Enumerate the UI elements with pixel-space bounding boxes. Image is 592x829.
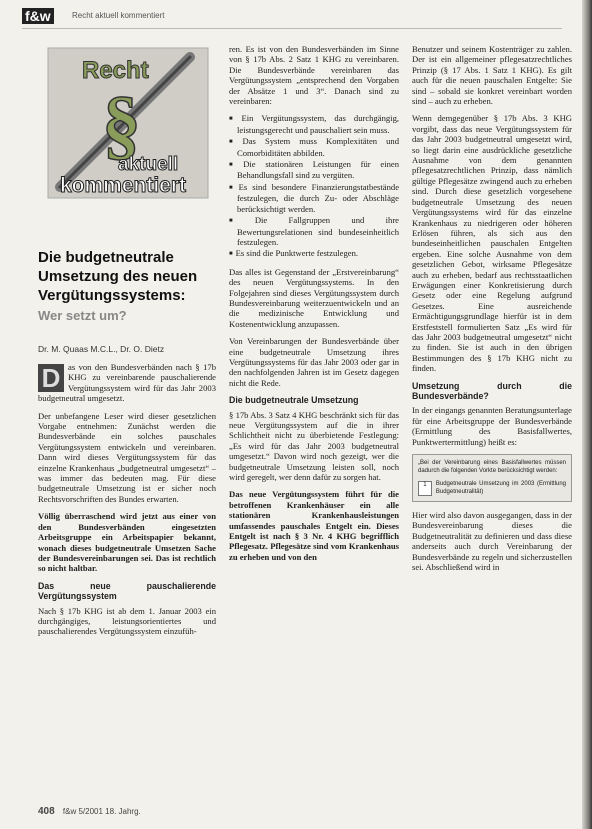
- highlight-paragraph: Das neue Vergütungssystem führt für die betroffenen Krankenhäuser ein alle stationären Krankenhausleistungen umfassendes pauschales Entgelt ein. Dieses Entgelt ist nach § 3 Nr. 4 KHG begrifflich Pflegesatz. Pflegesätze sind vom Krankenhaus zu erheben und von den: [229, 489, 399, 562]
- emblem-line-3: kommentiert: [60, 174, 187, 197]
- page-header: [22, 8, 562, 29]
- column-2: [229, 44, 399, 569]
- quote-box-row-text: Budgetneutrale Umsetzung im 2003 (Ermittlung Budgetneutralität): [435, 481, 566, 495]
- paragraph: Nach § 17b KHG ist ab dem 1. Januar 2003 ein durchgängiges, leistungsorientiertes und pauschalierendes Vergütungssystem einzufüh-: [38, 605, 216, 637]
- paragraph: Benutzer und seinem Kostenträger zu zahlen. Der ist ein allgemeiner pflegesatzrechtliches Prinzip (§ 17 Abs. 1 Satz 1 KHG). Es gilt auch für die neuen pauschalen Entgelte: Sie sind – sobald sie konkret vereinbart worden sind – auch zu erheben.: [412, 44, 572, 107]
- section-name: Recht aktuell kommentiert: [72, 11, 165, 20]
- article-subtitle: Wer setzt um?: [38, 308, 127, 323]
- column-1: [38, 362, 216, 644]
- quote-box: [412, 454, 572, 502]
- quote-box-row-number: 1: [418, 481, 432, 496]
- section-heading: Die budgetneutrale Umsetzung: [229, 395, 359, 406]
- emblem-line-1: Recht: [82, 57, 149, 84]
- page-binding-edge: [582, 0, 592, 829]
- article-title-block: [38, 248, 224, 323]
- issue-info: f&w 5/2001 18. Jahrg.: [62, 807, 141, 816]
- paragraph: In der eingangs genannten Beratungsunterlage für eine Arbeitsgruppe der Bundesverbände (Ermittlung des Basisfallwertes, Punktwertermittlung) heißt es:: [412, 405, 572, 447]
- paragraph: Der unbefangene Leser wird dieser gesetzlichen Vorgabe entnehmen: Zunächst werden die Bundesverbände ein solches pauschales Vergütungssystem entwickeln und vereinbaren. Dann wird dieses Vergütungssystem für das einzelne Krankenhaus „budgetneutral umgesetzt“ – was immer das bedeuten mag. Für diese budgetneutrale Umsetzung ist er sicher noch Rechtsvorschriften des Bundes erwarten.: [38, 410, 216, 504]
- quote-box-row: [418, 481, 566, 496]
- article-authors: Dr. M. Quaas M.C.L., Dr. O. Dietz: [38, 344, 165, 354]
- page-number: 408: [38, 806, 55, 817]
- article-title: Die budgetneutrale Umsetzung des neuen Vergütungssystems:: [38, 249, 198, 304]
- paragraph: D as von den Bundesverbänden nach § 17b KHG zu vereinbarende pauschalierende Vergütungssystem wird für das Jahr 2003 budgetneutral umgesetzt.: [38, 362, 216, 404]
- list-item: ■ Es sind besondere Finanzierungstatbestände festzulegen, die durch Zu- oder Abschläge berücksichtigt werden.: [229, 182, 399, 214]
- section-heading: Umsetzung durch die Bundesverbände?: [412, 380, 572, 401]
- page-footer: [38, 806, 141, 817]
- highlight-paragraph: Völlig überraschend wird jetzt aus einer von den Bundesverbänden eingesetzten Arbeitsgruppe ein Arbeitspapier bekannt, wonach dieses budgetneutrale Umsetzen Sache der Bundesvereinbarungen sei. Das ist rechtlich so nicht haltbar.: [38, 511, 216, 574]
- list-item: ■ Es sind die Punktwerte festzulegen.: [229, 248, 399, 259]
- list-item: ■ Ein Vergütungssystem, das durchgängig, leistungsgerecht und pauschaliert sein muss.: [229, 113, 399, 135]
- emblem-line-2: aktuell: [118, 154, 179, 175]
- magazine-logo: f&w: [22, 8, 54, 24]
- paragraph: § 17b Abs. 3 Satz 4 KHG beschränkt sich für das neue Vergütungssystem auf die in ihrer Schlichtheit nicht zu überbietende Festlegung: „Es wird für das Jahr 2003 budgetneutral umgesetzt.“ Davon wird noch gezeigt, wer die budgetneutrale Umsetzung leisten soll, noch wird geregelt, wer denn dafür zu sorgen hat.: [229, 409, 399, 483]
- requirements-list: [229, 113, 399, 259]
- recht-aktuell-emblem: [40, 42, 215, 202]
- paragraph: ren. Es ist von den Bundesverbänden im Sinne von § 17b Abs. 2 Satz 1 KHG zu vereinbaren. Die Bundesverbände vereinbaren das Vergütungssystem „entsprechend den Vorgaben der Absätze 1 und 3“. Danach sind zu vereinbaren:: [229, 44, 399, 107]
- column-3: [412, 44, 572, 579]
- paragraph: Wenn demgegenüber § 17b Abs. 3 KHG vorgibt, dass das neue Vergütungssystem für das Jahr 2003 budgetneutral umgesetzt wird, so liegt darin eine ausdrückliche gesetzliche Ausnahme von dem genannten pflegesatzrechtlichen Prinzip, dass nämlich gültige Pflegesätze zwingend auch zu erheben sind. Durch diese gesetzlich vorgesehene budgetneutrale Umsetzung des neuen Vergütungssystems wird für das einzelne Krankenhaus zu niedrigeren oder höheren Erlösen führen, als sich aus den bundeseinheitlichen pauschalen Entgelten ergeben. Eine solche Ausnahme von dem gesetzlichen Gebot, wirksame Pflegesätze auch zu erheben, bedarf aus rechtsstaatlichen Erwägungen einer Konkretisierung durch Gesetz oder eine Regelung aufgrund Gesetzes. Eine ausreichende Ermächtigungsgrundlage hierfür ist in dem Erstfeststell formulierten Satz „Es wird für das Jahr 2003 budgetneutral umgesetzt“ nicht zu finden. Sie ist auch in den übrigen Bestimmungen des § 17b KHG nicht zu finden.: [412, 113, 572, 374]
- section-heading: Das neue pauschalierende Vergütungssystem: [38, 580, 216, 602]
- quote-box-text: „Bei der Vereinbarung eines Basisfallwertes müssen dadurch die folgenden Vorkte berücksichtigt werden:: [418, 460, 566, 474]
- drop-cap: D: [38, 364, 64, 392]
- emblem-section-symbol: §: [102, 80, 141, 167]
- list-item: ■ Die stationären Leistungen für einen Behandlungsfall sind zu vergüten.: [229, 159, 399, 181]
- list-item: ■ Die Fallgruppen und ihre Bewertungsrelationen sind bundeseinheitlich festzulegen.: [229, 215, 399, 247]
- paragraph: Das alles ist Gegenstand der „Erstvereinbarung“ des neuen Vergütungssystems. In den Folgejahren sind dieses Vergütungssystem durch Bundesvereinbarung weiterzuentwickeln und an die medizinische Entwicklung und Kostenentwicklung anzupassen.: [229, 266, 399, 329]
- paragraph: Von Vereinbarungen der Bundesverbände über eine budgetneutrale Umsetzung ihres Vergütungssystems für das Jahr 2003 oder gar in den nachfolgenden Jahren ist im Gesetz dagegen nicht die Rede.: [229, 336, 399, 388]
- list-item: ■ Das System muss Komplexitäten und Comorbiditäten abbilden.: [229, 136, 399, 158]
- paragraph: Hier wird also davon ausgegangen, dass in der Bundesvereinbarung dieses die Budgetneutralität zu definieren und dass diese anderseits auch durch Vereinbarung der Bundesverbände zu regeln und sicherzustellen sei. Abschließend wird in: [412, 510, 572, 573]
